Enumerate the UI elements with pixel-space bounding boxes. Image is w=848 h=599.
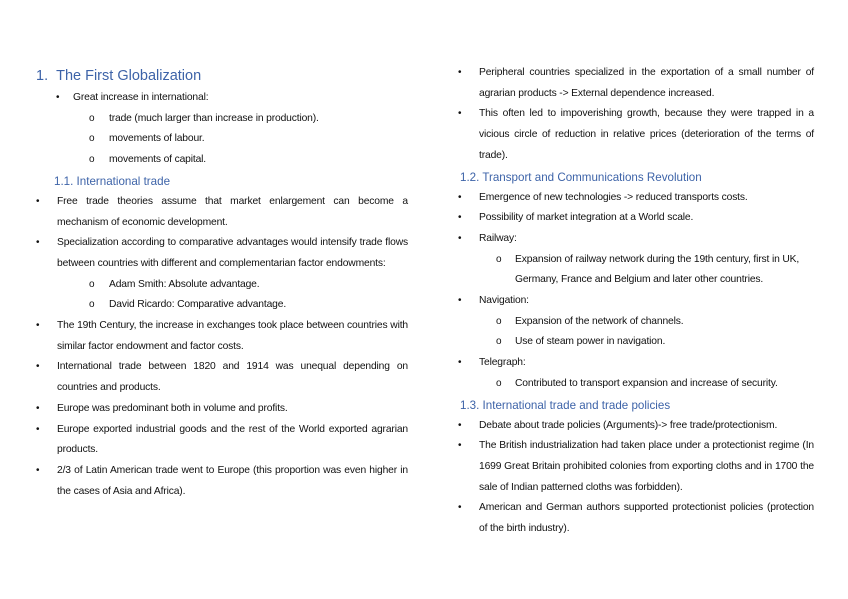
list-item: • Europe was predominant both in volume and profits. — [36, 399, 408, 420]
section-number: 1. — [36, 68, 49, 84]
list-item: • The British industrialization had taken place under a protectionist regime (In 1699 Great Britain prohibited colonies from exporting cloths and in 1700 the sale of Indian patterned cloths was forbidden). — [458, 436, 814, 498]
list-item: o Contributed to transport expansion and increase of security. — [458, 374, 814, 395]
intro-list — [36, 88, 408, 109]
subsection-heading-1-3: 1.3. International trade and trade policies — [460, 398, 671, 412]
list-item: • Debate about trade policies (Arguments)-> free trade/protectionism. — [458, 416, 814, 437]
trade-policy-list — [458, 416, 814, 540]
transport-list — [458, 188, 814, 250]
list-item: o Expansion of the network of channels. — [458, 312, 814, 333]
list-item: • International trade between 1820 and 1914 was unequal depending on countries and products. — [36, 357, 408, 398]
list-item: • Emergence of new technologies -> reduced transports costs. — [458, 188, 814, 209]
section-title — [36, 64, 408, 88]
navigation-bullet: • Navigation: — [458, 291, 814, 312]
list-item: • Peripheral countries specialized in the exportation of a small number of agrarian products -> External dependence increased. — [458, 63, 814, 104]
international-trade-list-a — [36, 192, 408, 275]
list-item: o Adam Smith: Absolute advantage. — [36, 275, 408, 296]
list-item: • 2/3 of Latin American trade went to Europe (this proportion was even higher in the cases of Asia and Africa). — [36, 461, 408, 502]
international-trade-list-b — [36, 316, 408, 502]
railway-sublist — [458, 250, 814, 291]
intro-bullet: • Great increase in international: — [36, 88, 408, 109]
list-item: • American and German authors supported protectionist policies (protection of the birth industry). — [458, 498, 814, 539]
telegraph-list — [458, 353, 814, 374]
list-item: • Europe exported industrial goods and the rest of the World exported agrarian products. — [36, 420, 408, 461]
list-item: o Expansion of railway network during the 19th century, first in UK, Germany, France and Belgium and later other countries. — [458, 250, 814, 291]
list-item: • Free trade theories assume that market enlargement can become a mechanism of economic development. — [36, 192, 408, 233]
list-item: • Specialization according to comparative advantages would intensify trade flows between countries with different and complementarian factor endowments: — [36, 233, 408, 274]
subsection-heading-1-2: 1.2. Transport and Communications Revolution — [460, 170, 702, 184]
section-title-text: The First Globalization — [56, 68, 202, 84]
advantage-sublist — [36, 275, 408, 316]
list-item: o David Ricardo: Comparative advantage. — [36, 295, 408, 316]
subsection-heading-1-1: 1.1. International trade — [54, 174, 171, 188]
intro-sublist — [36, 109, 408, 171]
navigation-sublist — [458, 312, 814, 353]
list-item: o movements of labour. — [36, 129, 408, 150]
navigation-list — [458, 291, 814, 312]
list-item: o Use of steam power in navigation. — [458, 332, 814, 353]
left-column — [36, 64, 408, 502]
list-item: • Possibility of market integration at a World scale. — [458, 208, 814, 229]
telegraph-bullet: • Telegraph: — [458, 353, 814, 374]
railway-bullet: • Railway: — [458, 229, 814, 250]
list-item: o movements of capital. — [36, 150, 408, 171]
telegraph-sublist — [458, 374, 814, 395]
list-item: • This often led to impoverishing growth, because they were trapped in a vicious circle of reduction in relative prices (deterioration of the terms of trade). — [458, 104, 814, 166]
right-column — [458, 63, 814, 540]
list-item: • The 19th Century, the increase in exchanges took place between countries with similar factor endowment and factor costs. — [36, 316, 408, 357]
periphery-list — [458, 63, 814, 167]
list-item: o trade (much larger than increase in production). — [36, 109, 408, 130]
